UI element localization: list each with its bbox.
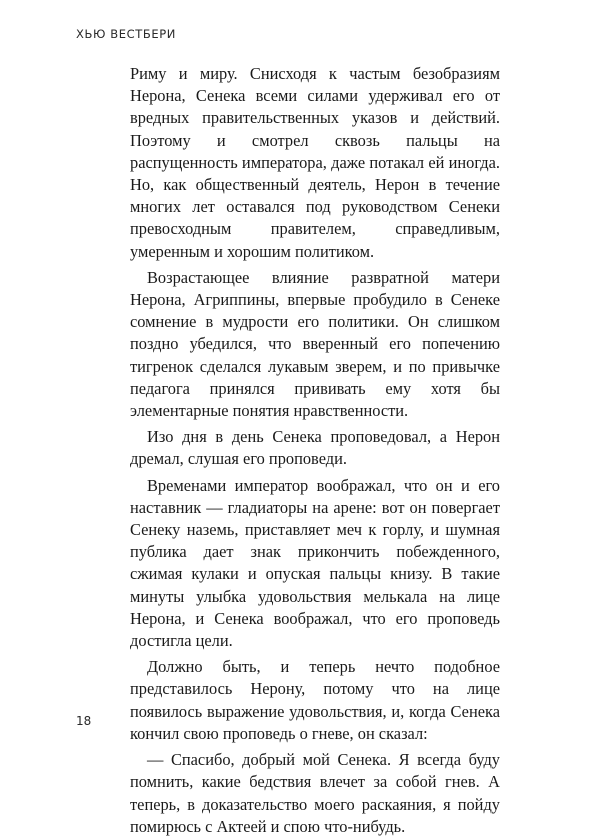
paragraph: — Спасибо, добрый мой Сенека. Я всегда буду помнить, какие бедствия влечет за собой гнев. А теперь, в доказательство моего раскаяния, я пойду помирюсь с Актеей и спою что-нибудь. [130,750,500,836]
paragraph: Должно быть, и теперь нечто подобное представилось Нерону, потому что на лице появилось выражение удовольствия, и, когда Сенека кончил свою проповедь о гневе, он сказал: [130,657,500,743]
paragraph: Возрастающее влияние развратной матери Нерона, Агриппины, впервые пробудило в Сенеке сомнение в мудрости его политики. Он слишком поздно убедился, что вверенный его попечению тигренок сделался лукавым зверем, и по привычке педагога принялся прививать ему хотя бы элементарные понятия нравственности. [130,267,500,421]
paragraph: Временами император воображал, что он и его наставник — гладиаторы на арене: вот он повергает Сенеку наземь, приставляет меч к горлу, и шумная публика дает знак прикончить побежденного, сжимая кулаки и опуская пальцы книзу. В такие минуты улыбка удовольствия мелькала на лице Нерона, и Сенека воображал, что его проповедь достигла цели. [130,475,500,651]
running-head: ХЬЮ ВЕСТБЕРИ [76,27,176,41]
body-text [130,63,500,840]
paragraph: Риму и миру. Снисходя к частым безобразиям Нерона, Сенека всеми силами удерживал его от вредных правительственных указов и действий. Поэтому и смотрел сквозь пальцы на распущенность императора, даже потакал ей иногда. Но, как общественный деятель, Нерон в течение многих лет оставался под руководством Сенеки превосходным правителем, справедливым, умеренным и хорошим политиком. [130,64,500,261]
paragraph: Изо дня в день Сенека проповедовал, а Нерон дремал, слушая его проповеди. [130,427,500,469]
page-number: 18 [76,714,92,728]
